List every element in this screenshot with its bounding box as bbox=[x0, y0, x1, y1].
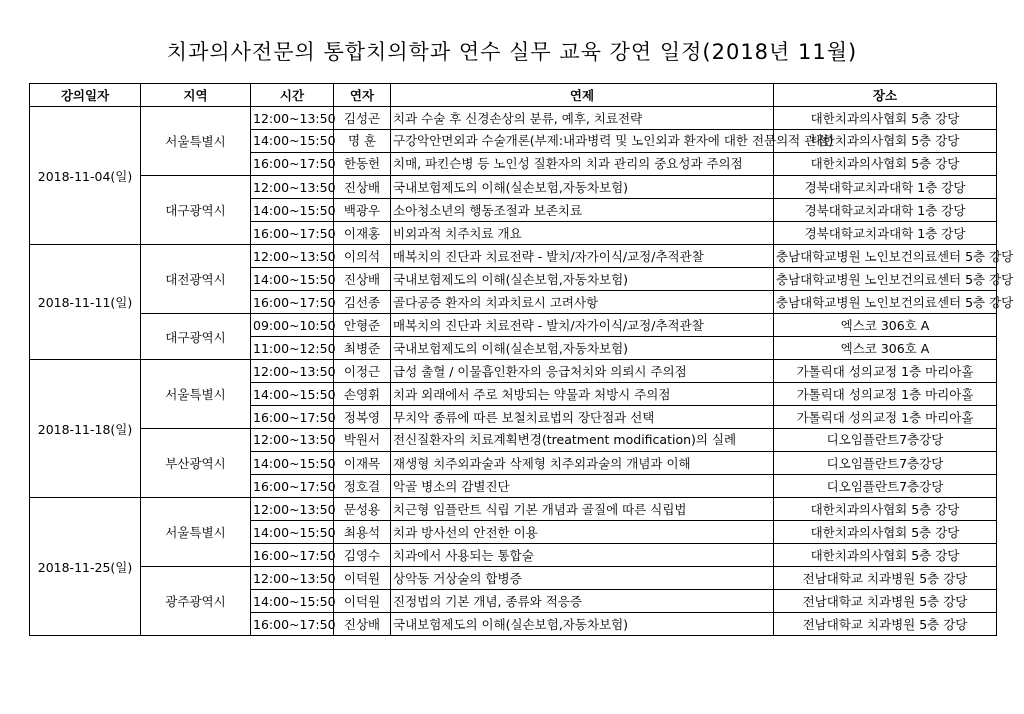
speaker-cell: 이의석 bbox=[334, 245, 391, 268]
topic-cell: 무치악 종류에 따른 보철치료법의 장단점과 선택 bbox=[391, 406, 774, 429]
time-cell: 12:00~13:50 bbox=[251, 107, 334, 130]
speaker-cell: 이덕원 bbox=[334, 590, 391, 613]
venue-cell: 전남대학교 치과병원 5층 강당 bbox=[774, 590, 997, 613]
speaker-cell: 안형준 bbox=[334, 314, 391, 337]
venue-cell: 대한치과의사협회 5층 강당 bbox=[774, 521, 997, 544]
schedule-table bbox=[29, 83, 1014, 636]
speaker-cell: 최용석 bbox=[334, 521, 391, 544]
topic-cell: 국내보험제도의 이해(실손보험,자동차보험) bbox=[391, 613, 774, 636]
table-row bbox=[30, 314, 997, 337]
time-cell: 14:00~15:50 bbox=[251, 130, 334, 153]
time-cell: 14:00~15:50 bbox=[251, 199, 334, 222]
header-venue: 장소 bbox=[774, 84, 997, 107]
time-cell: 16:00~17:50 bbox=[251, 291, 334, 314]
topic-cell: 급성 출혈 / 이물흡인환자의 응급처치와 의뢰시 주의점 bbox=[391, 360, 774, 383]
session-date: 2018-11-11(일) bbox=[30, 245, 141, 360]
topic-cell: 국내보험제도의 이해(실손보험,자동차보험) bbox=[391, 337, 774, 360]
topic-cell: 매복치의 진단과 치료전략 - 발치/자가이식/교정/추적관찰 bbox=[391, 314, 774, 337]
time-cell: 16:00~17:50 bbox=[251, 222, 334, 245]
time-cell: 14:00~15:50 bbox=[251, 590, 334, 613]
venue-cell: 충남대학교병원 노인보건의료센터 5층 강당 bbox=[774, 268, 997, 291]
time-cell: 16:00~17:50 bbox=[251, 406, 334, 429]
time-cell: 16:00~17:50 bbox=[251, 613, 334, 636]
time-cell: 12:00~13:50 bbox=[251, 176, 334, 199]
region-cell: 광주광역시 bbox=[141, 567, 251, 636]
venue-cell: 가톨릭대 성의교정 1층 마리아홀 bbox=[774, 383, 997, 406]
region-cell: 서울특별시 bbox=[141, 107, 251, 176]
table-row bbox=[30, 360, 997, 383]
topic-cell: 국내보험제도의 이해(실손보험,자동차보험) bbox=[391, 176, 774, 199]
region-cell: 대구광역시 bbox=[141, 176, 251, 245]
document-title: 치과의사전문의 통합치의학과 연수 실무 교육 강연 일정(2018년 11월) bbox=[166, 40, 858, 64]
speaker-cell: 정복영 bbox=[334, 406, 391, 429]
venue-cell: 경북대학교치과대학 1층 강당 bbox=[774, 199, 997, 222]
topic-cell: 소아청소년의 행동조절과 보존치료 bbox=[391, 199, 774, 222]
speaker-cell: 한동헌 bbox=[334, 153, 391, 176]
time-cell: 14:00~15:50 bbox=[251, 383, 334, 406]
venue-cell: 대한치과의사협회 5층 강당 bbox=[774, 498, 997, 521]
venue-cell: 대한치과의사협회 5층 강당 bbox=[774, 130, 997, 153]
speaker-cell: 백광우 bbox=[334, 199, 391, 222]
time-cell: 12:00~13:50 bbox=[251, 360, 334, 383]
speaker-cell: 김선종 bbox=[334, 291, 391, 314]
topic-cell: 치과에서 사용되는 통합술 bbox=[391, 544, 774, 567]
time-cell: 12:00~13:50 bbox=[251, 245, 334, 268]
topic-cell: 상악동 거상술의 합병증 bbox=[391, 567, 774, 590]
table-row bbox=[30, 107, 997, 130]
topic-cell: 치매, 파킨슨병 등 노인성 질환자의 치과 관리의 중요성과 주의점 bbox=[391, 153, 774, 176]
venue-cell: 충남대학교병원 노인보건의료센터 5층 강당 bbox=[774, 291, 997, 314]
header-topic: 연제 bbox=[391, 84, 774, 107]
time-cell: 14:00~15:50 bbox=[251, 452, 334, 475]
speaker-cell: 진상배 bbox=[334, 268, 391, 291]
speaker-cell: 박원서 bbox=[334, 429, 391, 452]
time-cell: 09:00~10:50 bbox=[251, 314, 334, 337]
region-cell: 서울특별시 bbox=[141, 360, 251, 429]
table-row bbox=[30, 498, 997, 521]
region-cell: 부산광역시 bbox=[141, 429, 251, 498]
topic-cell: 비외과적 치주치료 개요 bbox=[391, 222, 774, 245]
header-time: 시간 bbox=[251, 84, 334, 107]
header-region: 지역 bbox=[141, 84, 251, 107]
venue-cell: 전남대학교 치과병원 5층 강당 bbox=[774, 567, 997, 590]
time-cell: 12:00~13:50 bbox=[251, 498, 334, 521]
table-row bbox=[30, 567, 997, 590]
topic-cell: 치과 방사선의 안전한 이용 bbox=[391, 521, 774, 544]
schedule-body bbox=[30, 107, 1014, 636]
time-cell: 11:00~12:50 bbox=[251, 337, 334, 360]
table-row bbox=[30, 429, 997, 452]
speaker-cell: 정호걸 bbox=[334, 475, 391, 498]
speaker-cell: 명 훈 bbox=[334, 130, 391, 153]
speaker-cell: 김영수 bbox=[334, 544, 391, 567]
topic-cell: 악골 병소의 감별진단 bbox=[391, 475, 774, 498]
time-cell: 16:00~17:50 bbox=[251, 475, 334, 498]
venue-cell: 디오임플란트7층강당 bbox=[774, 452, 997, 475]
time-cell: 14:00~15:50 bbox=[251, 521, 334, 544]
venue-cell: 엑스코 306호 A bbox=[774, 314, 997, 337]
session-date: 2018-11-25(일) bbox=[30, 498, 141, 636]
header-date: 강의일자 bbox=[30, 84, 141, 107]
time-cell: 14:00~15:50 bbox=[251, 268, 334, 291]
time-cell: 16:00~17:50 bbox=[251, 544, 334, 567]
venue-cell: 디오임플란트7층강당 bbox=[774, 429, 997, 452]
time-cell: 12:00~13:50 bbox=[251, 567, 334, 590]
table-row bbox=[30, 176, 997, 199]
venue-cell: 전남대학교 치과병원 5층 강당 bbox=[774, 613, 997, 636]
speaker-cell: 이정근 bbox=[334, 360, 391, 383]
speaker-cell: 이재목 bbox=[334, 452, 391, 475]
venue-cell: 경북대학교치과대학 1층 강당 bbox=[774, 222, 997, 245]
speaker-cell: 진상배 bbox=[334, 613, 391, 636]
topic-cell: 진정법의 기본 개념, 종류와 적응증 bbox=[391, 590, 774, 613]
topic-cell: 재생형 치주외과술과 삭제형 치주외과술의 개념과 이해 bbox=[391, 452, 774, 475]
venue-cell: 디오임플란트7층강당 bbox=[774, 475, 997, 498]
region-cell: 대구광역시 bbox=[141, 314, 251, 360]
topic-cell: 구강악안면외과 수술개론(부제:내과병력 및 노인외과 환자에 대한 전문의적 관점) bbox=[391, 130, 774, 153]
venue-cell: 대한치과의사협회 5층 강당 bbox=[774, 153, 997, 176]
speaker-cell: 김성곤 bbox=[334, 107, 391, 130]
venue-cell: 경북대학교치과대학 1층 강당 bbox=[774, 176, 997, 199]
venue-cell: 충남대학교병원 노인보건의료센터 5층 강당 bbox=[774, 245, 997, 268]
topic-cell: 치과 외래에서 주로 처방되는 약물과 처방시 주의점 bbox=[391, 383, 774, 406]
topic-cell: 국내보험제도의 이해(실손보험,자동차보험) bbox=[391, 268, 774, 291]
time-cell: 16:00~17:50 bbox=[251, 153, 334, 176]
venue-cell: 엑스코 306호 A bbox=[774, 337, 997, 360]
speaker-cell: 진상배 bbox=[334, 176, 391, 199]
header-speaker: 연자 bbox=[334, 84, 391, 107]
speaker-cell: 이재홍 bbox=[334, 222, 391, 245]
venue-cell: 가톨릭대 성의교정 1층 마리아홀 bbox=[774, 406, 997, 429]
region-cell: 대전광역시 bbox=[141, 245, 251, 314]
speaker-cell: 최병준 bbox=[334, 337, 391, 360]
speaker-cell: 손영휘 bbox=[334, 383, 391, 406]
venue-cell: 가톨릭대 성의교정 1층 마리아홀 bbox=[774, 360, 997, 383]
topic-cell: 골다공증 환자의 치과치료시 고려사항 bbox=[391, 291, 774, 314]
topic-cell: 치과 수술 후 신경손상의 분류, 예후, 치료전략 bbox=[391, 107, 774, 130]
venue-cell: 대한치과의사협회 5층 강당 bbox=[774, 107, 997, 130]
speaker-cell: 문성용 bbox=[334, 498, 391, 521]
speaker-cell: 이덕원 bbox=[334, 567, 391, 590]
time-cell: 12:00~13:50 bbox=[251, 429, 334, 452]
topic-cell: 매복치의 진단과 치료전략 - 발치/자가이식/교정/추적관찰 bbox=[391, 245, 774, 268]
topic-cell: 전신질환자의 치료계획변경(treatment modification)의 실례 bbox=[391, 429, 774, 452]
venue-cell: 대한치과의사협회 5층 강당 bbox=[774, 544, 997, 567]
region-cell: 서울특별시 bbox=[141, 498, 251, 567]
topic-cell: 치근형 임플란트 식립 기본 개념과 골질에 따른 식립법 bbox=[391, 498, 774, 521]
session-date: 2018-11-18(일) bbox=[30, 360, 141, 498]
header-row bbox=[30, 84, 997, 107]
session-date: 2018-11-04(일) bbox=[30, 107, 141, 245]
table-row bbox=[30, 245, 997, 268]
